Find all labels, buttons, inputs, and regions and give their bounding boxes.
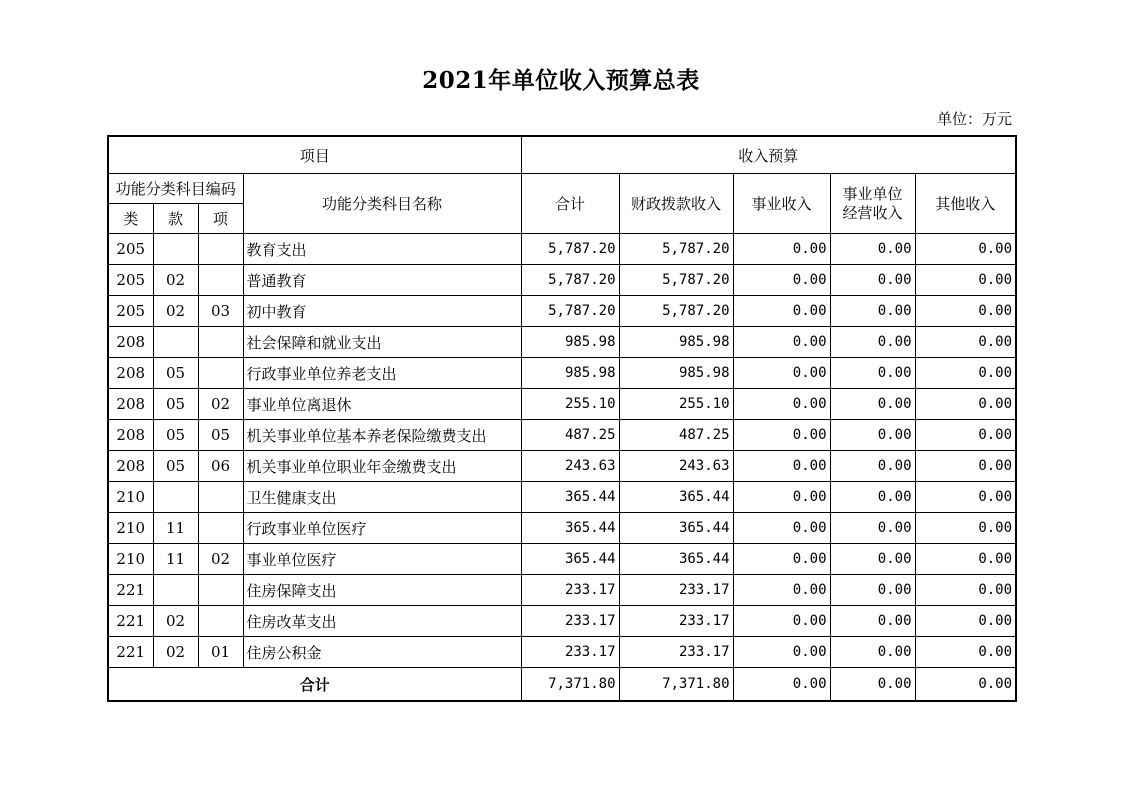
cell-name: 事业单位离退休 <box>243 389 521 420</box>
cell-xiang <box>198 327 243 358</box>
cell-other: 0.00 <box>915 389 1016 420</box>
cell-lei: 221 <box>108 637 153 668</box>
cell-lei: 208 <box>108 327 153 358</box>
cell-operating: 0.00 <box>830 637 915 668</box>
header-project: 项目 <box>108 136 521 174</box>
page-title: 2021年单位收入预算总表 <box>422 67 700 94</box>
cell-kuan: 05 <box>153 420 198 451</box>
cell-name: 行政事业单位医疗 <box>243 513 521 544</box>
cell-operating: 0.00 <box>830 327 915 358</box>
cell-lei: 205 <box>108 296 153 327</box>
cell-other: 0.00 <box>915 544 1016 575</box>
cell-other: 0.00 <box>915 451 1016 482</box>
cell-name: 行政事业单位养老支出 <box>243 358 521 389</box>
cell-total: 5,787.20 <box>521 265 619 296</box>
cell-name: 机关事业单位职业年金缴费支出 <box>243 451 521 482</box>
cell-fiscal: 255.10 <box>619 389 733 420</box>
budget-table <box>107 135 1017 702</box>
cell-xiang <box>198 606 243 637</box>
cell-lei: 208 <box>108 451 153 482</box>
header-operating-line2: 经营收入 <box>842 203 903 222</box>
cell-xiang <box>198 575 243 606</box>
table-row <box>108 513 1016 544</box>
cell-kuan: 05 <box>153 389 198 420</box>
table-row <box>108 389 1016 420</box>
summary-fiscal: 7,371.80 <box>619 668 733 702</box>
cell-business: 0.00 <box>733 606 830 637</box>
cell-business: 0.00 <box>733 513 830 544</box>
cell-other: 0.00 <box>915 296 1016 327</box>
table-row <box>108 451 1016 482</box>
header-other: 其他收入 <box>915 174 1016 234</box>
cell-total: 243.63 <box>521 451 619 482</box>
header-total: 合计 <box>521 174 619 234</box>
cell-business: 0.00 <box>733 544 830 575</box>
cell-business: 0.00 <box>733 358 830 389</box>
cell-business: 0.00 <box>733 389 830 420</box>
cell-name: 事业单位医疗 <box>243 544 521 575</box>
cell-other: 0.00 <box>915 327 1016 358</box>
cell-xiang: 06 <box>198 451 243 482</box>
cell-operating: 0.00 <box>830 265 915 296</box>
table-row <box>108 482 1016 513</box>
cell-fiscal: 233.17 <box>619 637 733 668</box>
header-income-budget: 收入预算 <box>521 136 1016 174</box>
cell-total: 365.44 <box>521 544 619 575</box>
cell-fiscal: 985.98 <box>619 327 733 358</box>
cell-xiang <box>198 265 243 296</box>
cell-other: 0.00 <box>915 358 1016 389</box>
cell-lei: 221 <box>108 575 153 606</box>
cell-operating: 0.00 <box>830 234 915 265</box>
cell-lei: 210 <box>108 482 153 513</box>
cell-name: 机关事业单位基本养老保险缴费支出 <box>243 420 521 451</box>
table-row <box>108 234 1016 265</box>
cell-fiscal: 233.17 <box>619 575 733 606</box>
cell-kuan: 02 <box>153 265 198 296</box>
cell-business: 0.00 <box>733 265 830 296</box>
cell-kuan: 02 <box>153 296 198 327</box>
cell-lei: 210 <box>108 544 153 575</box>
cell-lei: 210 <box>108 513 153 544</box>
cell-kuan: 05 <box>153 358 198 389</box>
cell-total: 487.25 <box>521 420 619 451</box>
cell-operating: 0.00 <box>830 296 915 327</box>
cell-lei: 205 <box>108 265 153 296</box>
cell-operating: 0.00 <box>830 606 915 637</box>
cell-name: 教育支出 <box>243 234 521 265</box>
cell-business: 0.00 <box>733 451 830 482</box>
table-body <box>108 234 1016 668</box>
cell-xiang <box>198 358 243 389</box>
cell-lei: 205 <box>108 234 153 265</box>
header-row-2 <box>108 174 1016 204</box>
cell-xiang: 01 <box>198 637 243 668</box>
cell-fiscal: 243.63 <box>619 451 733 482</box>
summary-label: 合计 <box>108 668 521 702</box>
cell-kuan <box>153 234 198 265</box>
cell-name: 卫生健康支出 <box>243 482 521 513</box>
cell-business: 0.00 <box>733 327 830 358</box>
cell-other: 0.00 <box>915 637 1016 668</box>
table-row <box>108 265 1016 296</box>
header-row-1 <box>108 136 1016 174</box>
cell-xiang: 02 <box>198 544 243 575</box>
cell-business: 0.00 <box>733 234 830 265</box>
cell-total: 233.17 <box>521 637 619 668</box>
cell-kuan: 05 <box>153 451 198 482</box>
cell-kuan: 11 <box>153 544 198 575</box>
summary-other: 0.00 <box>915 668 1016 702</box>
cell-name: 住房改革支出 <box>243 606 521 637</box>
cell-operating: 0.00 <box>830 544 915 575</box>
cell-operating: 0.00 <box>830 575 915 606</box>
table-row <box>108 327 1016 358</box>
cell-operating: 0.00 <box>830 451 915 482</box>
cell-total: 5,787.20 <box>521 296 619 327</box>
cell-fiscal: 233.17 <box>619 606 733 637</box>
cell-operating: 0.00 <box>830 389 915 420</box>
cell-lei: 221 <box>108 606 153 637</box>
cell-business: 0.00 <box>733 420 830 451</box>
cell-kuan: 02 <box>153 606 198 637</box>
cell-operating: 0.00 <box>830 513 915 544</box>
unit-label: 单位：万元 <box>936 110 1012 128</box>
cell-xiang: 05 <box>198 420 243 451</box>
cell-fiscal: 985.98 <box>619 358 733 389</box>
table-row <box>108 544 1016 575</box>
cell-xiang: 02 <box>198 389 243 420</box>
cell-fiscal: 365.44 <box>619 544 733 575</box>
cell-fiscal: 5,787.20 <box>619 265 733 296</box>
table-row <box>108 420 1016 451</box>
table-row <box>108 358 1016 389</box>
cell-xiang <box>198 234 243 265</box>
cell-other: 0.00 <box>915 513 1016 544</box>
cell-kuan: 02 <box>153 637 198 668</box>
cell-operating: 0.00 <box>830 358 915 389</box>
header-name: 功能分类科目名称 <box>243 174 521 234</box>
cell-xiang <box>198 482 243 513</box>
header-lei: 类 <box>108 204 153 234</box>
cell-other: 0.00 <box>915 234 1016 265</box>
header-xiang: 项 <box>198 204 243 234</box>
cell-total: 365.44 <box>521 513 619 544</box>
header-business: 事业收入 <box>733 174 830 234</box>
cell-operating: 0.00 <box>830 420 915 451</box>
cell-business: 0.00 <box>733 637 830 668</box>
cell-kuan: 11 <box>153 513 198 544</box>
header-operating-line1: 事业单位 <box>842 184 903 203</box>
summary-operating: 0.00 <box>830 668 915 702</box>
cell-name: 社会保障和就业支出 <box>243 327 521 358</box>
cell-total: 365.44 <box>521 482 619 513</box>
table-row <box>108 575 1016 606</box>
cell-fiscal: 5,787.20 <box>619 234 733 265</box>
cell-total: 233.17 <box>521 606 619 637</box>
cell-total: 985.98 <box>521 327 619 358</box>
cell-name: 普通教育 <box>243 265 521 296</box>
cell-fiscal: 5,787.20 <box>619 296 733 327</box>
cell-kuan <box>153 482 198 513</box>
cell-name: 住房保障支出 <box>243 575 521 606</box>
cell-fiscal: 487.25 <box>619 420 733 451</box>
cell-business: 0.00 <box>733 575 830 606</box>
table-row <box>108 296 1016 327</box>
summary-total: 7,371.80 <box>521 668 619 702</box>
cell-total: 233.17 <box>521 575 619 606</box>
cell-lei: 208 <box>108 420 153 451</box>
summary-business: 0.00 <box>733 668 830 702</box>
table-row <box>108 606 1016 637</box>
cell-other: 0.00 <box>915 575 1016 606</box>
cell-business: 0.00 <box>733 296 830 327</box>
cell-business: 0.00 <box>733 482 830 513</box>
summary-row <box>108 668 1016 702</box>
cell-fiscal: 365.44 <box>619 482 733 513</box>
cell-operating: 0.00 <box>830 482 915 513</box>
cell-name: 住房公积金 <box>243 637 521 668</box>
cell-name: 初中教育 <box>243 296 521 327</box>
cell-fiscal: 365.44 <box>619 513 733 544</box>
cell-other: 0.00 <box>915 420 1016 451</box>
cell-other: 0.00 <box>915 606 1016 637</box>
cell-other: 0.00 <box>915 265 1016 296</box>
cell-total: 985.98 <box>521 358 619 389</box>
cell-xiang: 03 <box>198 296 243 327</box>
cell-other: 0.00 <box>915 482 1016 513</box>
header-operating <box>830 174 915 234</box>
header-kuan: 款 <box>153 204 198 234</box>
cell-total: 255.10 <box>521 389 619 420</box>
cell-kuan <box>153 575 198 606</box>
cell-lei: 208 <box>108 389 153 420</box>
cell-xiang <box>198 513 243 544</box>
header-fiscal: 财政拨款收入 <box>619 174 733 234</box>
cell-total: 5,787.20 <box>521 234 619 265</box>
header-code-group: 功能分类科目编码 <box>108 174 243 204</box>
table-row <box>108 637 1016 668</box>
cell-kuan <box>153 327 198 358</box>
cell-lei: 208 <box>108 358 153 389</box>
